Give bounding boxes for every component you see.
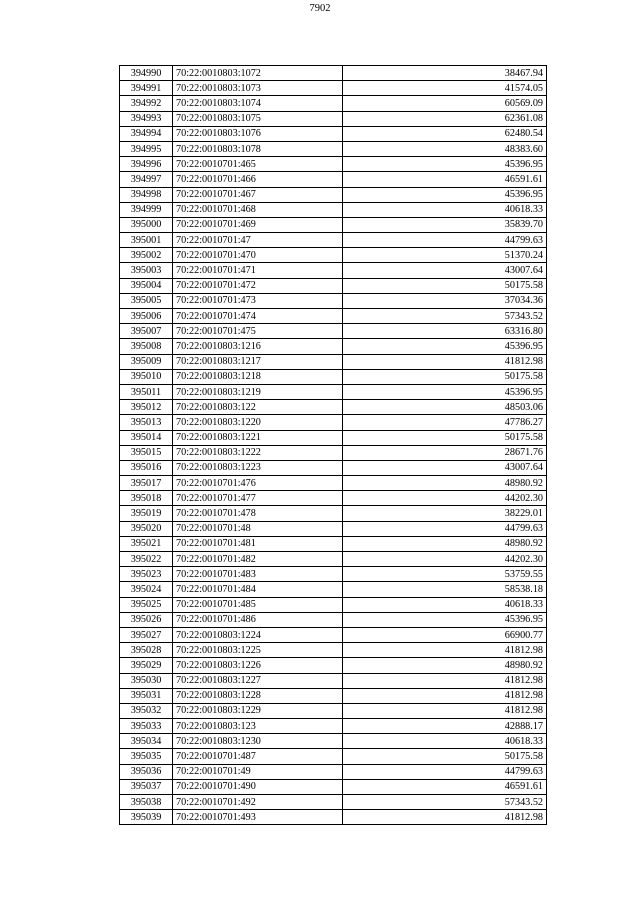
row-id-cell: 394991 bbox=[120, 81, 173, 96]
cadastral-number-cell: 70:22:0010701:474 bbox=[173, 309, 343, 324]
row-id-cell: 395011 bbox=[120, 384, 173, 399]
value-cell: 44202.30 bbox=[343, 552, 547, 567]
table-row bbox=[120, 217, 547, 232]
value-cell: 43007.64 bbox=[343, 263, 547, 278]
table-row bbox=[120, 445, 547, 460]
value-cell: 50175.58 bbox=[343, 369, 547, 384]
value-cell: 40618.33 bbox=[343, 202, 547, 217]
row-id-cell: 395033 bbox=[120, 719, 173, 734]
row-id-cell: 395024 bbox=[120, 582, 173, 597]
row-id-cell: 394997 bbox=[120, 172, 173, 187]
row-id-cell: 395028 bbox=[120, 643, 173, 658]
cadastral-number-cell: 70:22:0010803:1226 bbox=[173, 658, 343, 673]
table-row bbox=[120, 491, 547, 506]
table-row bbox=[120, 597, 547, 612]
cadastral-number-cell: 70:22:0010701:492 bbox=[173, 795, 343, 810]
row-id-cell: 394999 bbox=[120, 202, 173, 217]
row-id-cell: 395006 bbox=[120, 309, 173, 324]
cadastral-number-cell: 70:22:0010803:1076 bbox=[173, 126, 343, 141]
table-row bbox=[120, 810, 547, 825]
value-cell: 44799.63 bbox=[343, 764, 547, 779]
row-id-cell: 395035 bbox=[120, 749, 173, 764]
value-cell: 47786.27 bbox=[343, 415, 547, 430]
value-cell: 48383.60 bbox=[343, 141, 547, 156]
table-row bbox=[120, 567, 547, 582]
cadastral-number-cell: 70:22:0010701:485 bbox=[173, 597, 343, 612]
cadastral-number-cell: 70:22:0010701:476 bbox=[173, 476, 343, 491]
table-row bbox=[120, 415, 547, 430]
row-id-cell: 395013 bbox=[120, 415, 173, 430]
row-id-cell: 395037 bbox=[120, 779, 173, 794]
table-row bbox=[120, 734, 547, 749]
row-id-cell: 395019 bbox=[120, 506, 173, 521]
value-cell: 41812.98 bbox=[343, 354, 547, 369]
value-cell: 48503.06 bbox=[343, 400, 547, 415]
value-cell: 38229.01 bbox=[343, 506, 547, 521]
page-number: 7902 bbox=[309, 3, 331, 14]
value-cell: 57343.52 bbox=[343, 309, 547, 324]
cadastral-number-cell: 70:22:0010701:490 bbox=[173, 779, 343, 794]
cadastral-number-cell: 70:22:0010803:1074 bbox=[173, 96, 343, 111]
table-row bbox=[120, 688, 547, 703]
table-row bbox=[120, 658, 547, 673]
table-row bbox=[120, 627, 547, 642]
cadastral-number-cell: 70:22:0010701:475 bbox=[173, 324, 343, 339]
value-cell: 57343.52 bbox=[343, 795, 547, 810]
row-id-cell: 395016 bbox=[120, 460, 173, 475]
table-row bbox=[120, 141, 547, 156]
value-cell: 41812.98 bbox=[343, 703, 547, 718]
row-id-cell: 394996 bbox=[120, 157, 173, 172]
cadastral-number-cell: 70:22:0010701:477 bbox=[173, 491, 343, 506]
value-cell: 40618.33 bbox=[343, 597, 547, 612]
table-row bbox=[120, 172, 547, 187]
row-id-cell: 394995 bbox=[120, 141, 173, 156]
table-row bbox=[120, 187, 547, 202]
cadastral-number-cell: 70:22:0010701:466 bbox=[173, 172, 343, 187]
table-row bbox=[120, 324, 547, 339]
table-row bbox=[120, 384, 547, 399]
row-id-cell: 395018 bbox=[120, 491, 173, 506]
row-id-cell: 395001 bbox=[120, 233, 173, 248]
table-row bbox=[120, 779, 547, 794]
row-id-cell: 394998 bbox=[120, 187, 173, 202]
row-id-cell: 395015 bbox=[120, 445, 173, 460]
cadastral-number-cell: 70:22:0010803:1078 bbox=[173, 141, 343, 156]
row-id-cell: 395025 bbox=[120, 597, 173, 612]
row-id-cell: 395026 bbox=[120, 612, 173, 627]
value-cell: 41812.98 bbox=[343, 673, 547, 688]
row-id-cell: 395003 bbox=[120, 263, 173, 278]
value-cell: 46591.61 bbox=[343, 172, 547, 187]
table-row bbox=[120, 521, 547, 536]
value-cell: 45396.95 bbox=[343, 157, 547, 172]
table-row bbox=[120, 673, 547, 688]
cadastral-number-cell: 70:22:0010803:1072 bbox=[173, 66, 343, 81]
table-row bbox=[120, 248, 547, 263]
value-cell: 51370.24 bbox=[343, 248, 547, 263]
cadastral-number-cell: 70:22:0010701:468 bbox=[173, 202, 343, 217]
cadastral-number-cell: 70:22:0010803:123 bbox=[173, 719, 343, 734]
cadastral-number-cell: 70:22:0010701:487 bbox=[173, 749, 343, 764]
cadastral-number-cell: 70:22:0010803:1220 bbox=[173, 415, 343, 430]
row-id-cell: 395023 bbox=[120, 567, 173, 582]
value-cell: 66900.77 bbox=[343, 627, 547, 642]
cadastral-number-cell: 70:22:0010701:478 bbox=[173, 506, 343, 521]
row-id-cell: 394990 bbox=[120, 66, 173, 81]
cadastral-number-cell: 70:22:0010803:1228 bbox=[173, 688, 343, 703]
table-row bbox=[120, 354, 547, 369]
value-cell: 60569.09 bbox=[343, 96, 547, 111]
table-row bbox=[120, 309, 547, 324]
row-id-cell: 395036 bbox=[120, 764, 173, 779]
row-id-cell: 395034 bbox=[120, 734, 173, 749]
value-cell: 45396.95 bbox=[343, 612, 547, 627]
row-id-cell: 395005 bbox=[120, 293, 173, 308]
table-row bbox=[120, 96, 547, 111]
cadastral-number-cell: 70:22:0010701:467 bbox=[173, 187, 343, 202]
table-row bbox=[120, 339, 547, 354]
cadastral-number-cell: 70:22:0010701:486 bbox=[173, 612, 343, 627]
value-cell: 46591.61 bbox=[343, 779, 547, 794]
cadastral-number-cell: 70:22:0010701:48 bbox=[173, 521, 343, 536]
value-cell: 35839.70 bbox=[343, 217, 547, 232]
value-cell: 41812.98 bbox=[343, 643, 547, 658]
cadastral-number-cell: 70:22:0010803:1229 bbox=[173, 703, 343, 718]
table-row bbox=[120, 749, 547, 764]
table-row bbox=[120, 157, 547, 172]
cadastral-number-cell: 70:22:0010701:473 bbox=[173, 293, 343, 308]
value-cell: 44202.30 bbox=[343, 491, 547, 506]
value-cell: 41812.98 bbox=[343, 810, 547, 825]
value-cell: 45396.95 bbox=[343, 187, 547, 202]
table-row bbox=[120, 612, 547, 627]
table-row bbox=[120, 233, 547, 248]
data-table bbox=[119, 65, 547, 825]
row-id-cell: 395038 bbox=[120, 795, 173, 810]
table-row bbox=[120, 460, 547, 475]
row-id-cell: 395012 bbox=[120, 400, 173, 415]
cadastral-number-cell: 70:22:0010803:1073 bbox=[173, 81, 343, 96]
value-cell: 50175.58 bbox=[343, 749, 547, 764]
table-row bbox=[120, 582, 547, 597]
row-id-cell: 395009 bbox=[120, 354, 173, 369]
value-cell: 62361.08 bbox=[343, 111, 547, 126]
cadastral-number-cell: 70:22:0010701:470 bbox=[173, 248, 343, 263]
row-id-cell: 395021 bbox=[120, 536, 173, 551]
table-row bbox=[120, 400, 547, 415]
table-row bbox=[120, 719, 547, 734]
row-id-cell: 395014 bbox=[120, 430, 173, 445]
table-row bbox=[120, 795, 547, 810]
cadastral-number-cell: 70:22:0010803:1227 bbox=[173, 673, 343, 688]
table-row bbox=[120, 536, 547, 551]
cadastral-number-cell: 70:22:0010701:469 bbox=[173, 217, 343, 232]
table-body bbox=[120, 66, 547, 825]
cadastral-number-cell: 70:22:0010803:1225 bbox=[173, 643, 343, 658]
row-id-cell: 395022 bbox=[120, 552, 173, 567]
cadastral-number-cell: 70:22:0010701:471 bbox=[173, 263, 343, 278]
value-cell: 45396.95 bbox=[343, 339, 547, 354]
cadastral-number-cell: 70:22:0010803:1075 bbox=[173, 111, 343, 126]
table-row bbox=[120, 202, 547, 217]
cadastral-number-cell: 70:22:0010701:47 bbox=[173, 233, 343, 248]
value-cell: 50175.58 bbox=[343, 430, 547, 445]
value-cell: 41812.98 bbox=[343, 688, 547, 703]
value-cell: 48980.92 bbox=[343, 658, 547, 673]
value-cell: 58538.18 bbox=[343, 582, 547, 597]
cadastral-number-cell: 70:22:0010803:1221 bbox=[173, 430, 343, 445]
value-cell: 63316.80 bbox=[343, 324, 547, 339]
value-cell: 43007.64 bbox=[343, 460, 547, 475]
value-cell: 62480.54 bbox=[343, 126, 547, 141]
row-id-cell: 395010 bbox=[120, 369, 173, 384]
cadastral-number-cell: 70:22:0010803:1224 bbox=[173, 627, 343, 642]
row-id-cell: 395007 bbox=[120, 324, 173, 339]
table-row bbox=[120, 81, 547, 96]
cadastral-number-cell: 70:22:0010803:1223 bbox=[173, 460, 343, 475]
row-id-cell: 395017 bbox=[120, 476, 173, 491]
row-id-cell: 395008 bbox=[120, 339, 173, 354]
cadastral-number-cell: 70:22:0010803:1216 bbox=[173, 339, 343, 354]
value-cell: 48980.92 bbox=[343, 536, 547, 551]
value-cell: 28671.76 bbox=[343, 445, 547, 460]
table-row bbox=[120, 278, 547, 293]
row-id-cell: 395004 bbox=[120, 278, 173, 293]
table-row bbox=[120, 66, 547, 81]
cadastral-number-cell: 70:22:0010701:484 bbox=[173, 582, 343, 597]
value-cell: 40618.33 bbox=[343, 734, 547, 749]
table-row bbox=[120, 369, 547, 384]
cadastral-number-cell: 70:22:0010701:49 bbox=[173, 764, 343, 779]
table-row bbox=[120, 476, 547, 491]
table-row bbox=[120, 293, 547, 308]
cadastral-number-cell: 70:22:0010803:122 bbox=[173, 400, 343, 415]
value-cell: 44799.63 bbox=[343, 521, 547, 536]
cadastral-number-cell: 70:22:0010701:483 bbox=[173, 567, 343, 582]
cadastral-number-cell: 70:22:0010803:1217 bbox=[173, 354, 343, 369]
table-row bbox=[120, 703, 547, 718]
table-row bbox=[120, 506, 547, 521]
cadastral-number-cell: 70:22:0010701:465 bbox=[173, 157, 343, 172]
table-row bbox=[120, 111, 547, 126]
table-row bbox=[120, 430, 547, 445]
cadastral-number-cell: 70:22:0010803:1218 bbox=[173, 369, 343, 384]
value-cell: 53759.55 bbox=[343, 567, 547, 582]
value-cell: 42888.17 bbox=[343, 719, 547, 734]
value-cell: 48980.92 bbox=[343, 476, 547, 491]
cadastral-number-cell: 70:22:0010803:1219 bbox=[173, 384, 343, 399]
row-id-cell: 395020 bbox=[120, 521, 173, 536]
row-id-cell: 395027 bbox=[120, 627, 173, 642]
table-row bbox=[120, 764, 547, 779]
row-id-cell: 395039 bbox=[120, 810, 173, 825]
cadastral-number-cell: 70:22:0010701:482 bbox=[173, 552, 343, 567]
row-id-cell: 394992 bbox=[120, 96, 173, 111]
value-cell: 45396.95 bbox=[343, 384, 547, 399]
value-cell: 37034.36 bbox=[343, 293, 547, 308]
value-cell: 44799.63 bbox=[343, 233, 547, 248]
row-id-cell: 394993 bbox=[120, 111, 173, 126]
row-id-cell: 394994 bbox=[120, 126, 173, 141]
cadastral-number-cell: 70:22:0010803:1222 bbox=[173, 445, 343, 460]
row-id-cell: 395030 bbox=[120, 673, 173, 688]
value-cell: 38467.94 bbox=[343, 66, 547, 81]
cadastral-number-cell: 70:22:0010701:472 bbox=[173, 278, 343, 293]
row-id-cell: 395002 bbox=[120, 248, 173, 263]
cadastral-number-cell: 70:22:0010701:493 bbox=[173, 810, 343, 825]
cadastral-number-cell: 70:22:0010803:1230 bbox=[173, 734, 343, 749]
cadastral-number-cell: 70:22:0010701:481 bbox=[173, 536, 343, 551]
row-id-cell: 395029 bbox=[120, 658, 173, 673]
table-row bbox=[120, 126, 547, 141]
row-id-cell: 395031 bbox=[120, 688, 173, 703]
table-row bbox=[120, 552, 547, 567]
row-id-cell: 395032 bbox=[120, 703, 173, 718]
table-row bbox=[120, 643, 547, 658]
row-id-cell: 395000 bbox=[120, 217, 173, 232]
table-row bbox=[120, 263, 547, 278]
value-cell: 41574.05 bbox=[343, 81, 547, 96]
value-cell: 50175.58 bbox=[343, 278, 547, 293]
